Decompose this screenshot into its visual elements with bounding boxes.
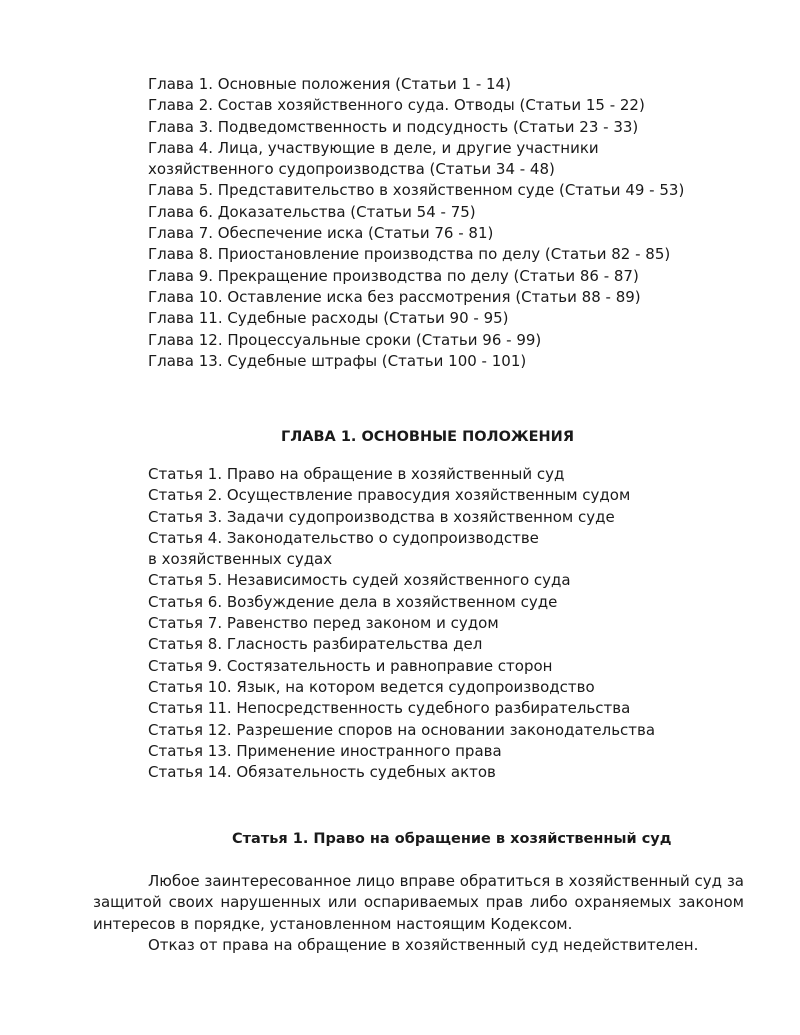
article-list-item: Статья 11. Непосредственность судебного разбирательства [148,699,631,718]
article-list-item: Статья 1. Право на обращение в хозяйственный суд [148,465,565,483]
article-list-item: Статья 13. Применение иностранного права [148,741,502,760]
chapter-heading: ГЛАВА 1. ОСНОВНЫЕ ПОЛОЖЕНИЯ [281,429,574,445]
toc-line: Глава 5. Представительство в хозяйственном суде (Статьи 49 - 53) [148,181,685,200]
article-list-item: Статья 14. Обязательность судебных актов [148,763,496,782]
toc-line: Глава 8. Приостановление производства по делу (Статьи 82 - 85) [148,245,671,264]
article-list-item: Статья 12. Разрешение споров на основании законодательства [148,720,656,739]
article-body [93,871,744,956]
toc-line: Глава 2. Состав хозяйственного суда. Отводы (Статьи 15 - 22) [148,96,645,115]
toc-line: Глава 1. Основные положения (Статьи 1 - 14) [148,75,511,93]
article-list-item: Статья 2. Осуществление правосудия хозяйственным судом [148,486,631,505]
article-list [148,464,748,783]
toc-line: Глава 4. Лица, участвующие в деле, и другие участники [148,138,599,157]
article-list-item: Статья 10. Язык, на котором ведется судопроизводство [148,677,595,696]
toc-line: Глава 12. Процессуальные сроки (Статьи 96 - 99) [148,330,542,349]
article-paragraph: Отказ от права на обращение в хозяйственный суд недействителен. [148,935,699,954]
article-list-item: Статья 9. Состязательность и равноправие сторон [148,656,553,675]
article-list-item: Статья 4. Законодательство о судопроизводстве [148,528,539,547]
toc-line: Глава 11. Судебные расходы (Статьи 90 - 95) [148,309,509,328]
table-of-contents [148,74,748,372]
toc-line: хозяйственного судопроизводства (Статьи 34 - 48) [148,160,555,179]
toc-line: Глава 7. Обеспечение иска (Статьи 76 - 81) [148,224,494,243]
article-list-item: Статья 7. Равенство перед законом и судом [148,614,499,633]
toc-line: Глава 13. Судебные штрафы (Статьи 100 - 101) [148,351,527,370]
article-list-item: Статья 5. Независимость судей хозяйственного суда [148,571,571,590]
toc-line: Глава 9. Прекращение производства по делу (Статьи 86 - 87) [148,266,639,285]
toc-line: Глава 3. Подведомственность и подсудность (Статьи 23 - 33) [148,117,639,136]
article-heading: Статья 1. Право на обращение в хозяйственный суд [232,831,672,847]
article-list-item: Статья 8. Гласность разбирательства дел [148,635,483,654]
toc-line: Глава 10. Оставление иска без рассмотрения (Статьи 88 - 89) [148,287,641,306]
toc-line: Глава 6. Доказательства (Статьи 54 - 75) [148,202,476,221]
article-list-item: Статья 3. Задачи судопроизводства в хозяйственном суде [148,507,615,526]
article-list-item: Статья 6. Возбуждение дела в хозяйственном суде [148,592,558,611]
article-list-item: в хозяйственных судах [148,550,333,569]
article-paragraph: Любое заинтересованное лицо вправе обратиться в хозяйственный суд за защитой своих нарушенных или оспариваемых прав либо охраняемых законом интересов в порядке, установленном настоящим Кодексом. [93,872,744,933]
